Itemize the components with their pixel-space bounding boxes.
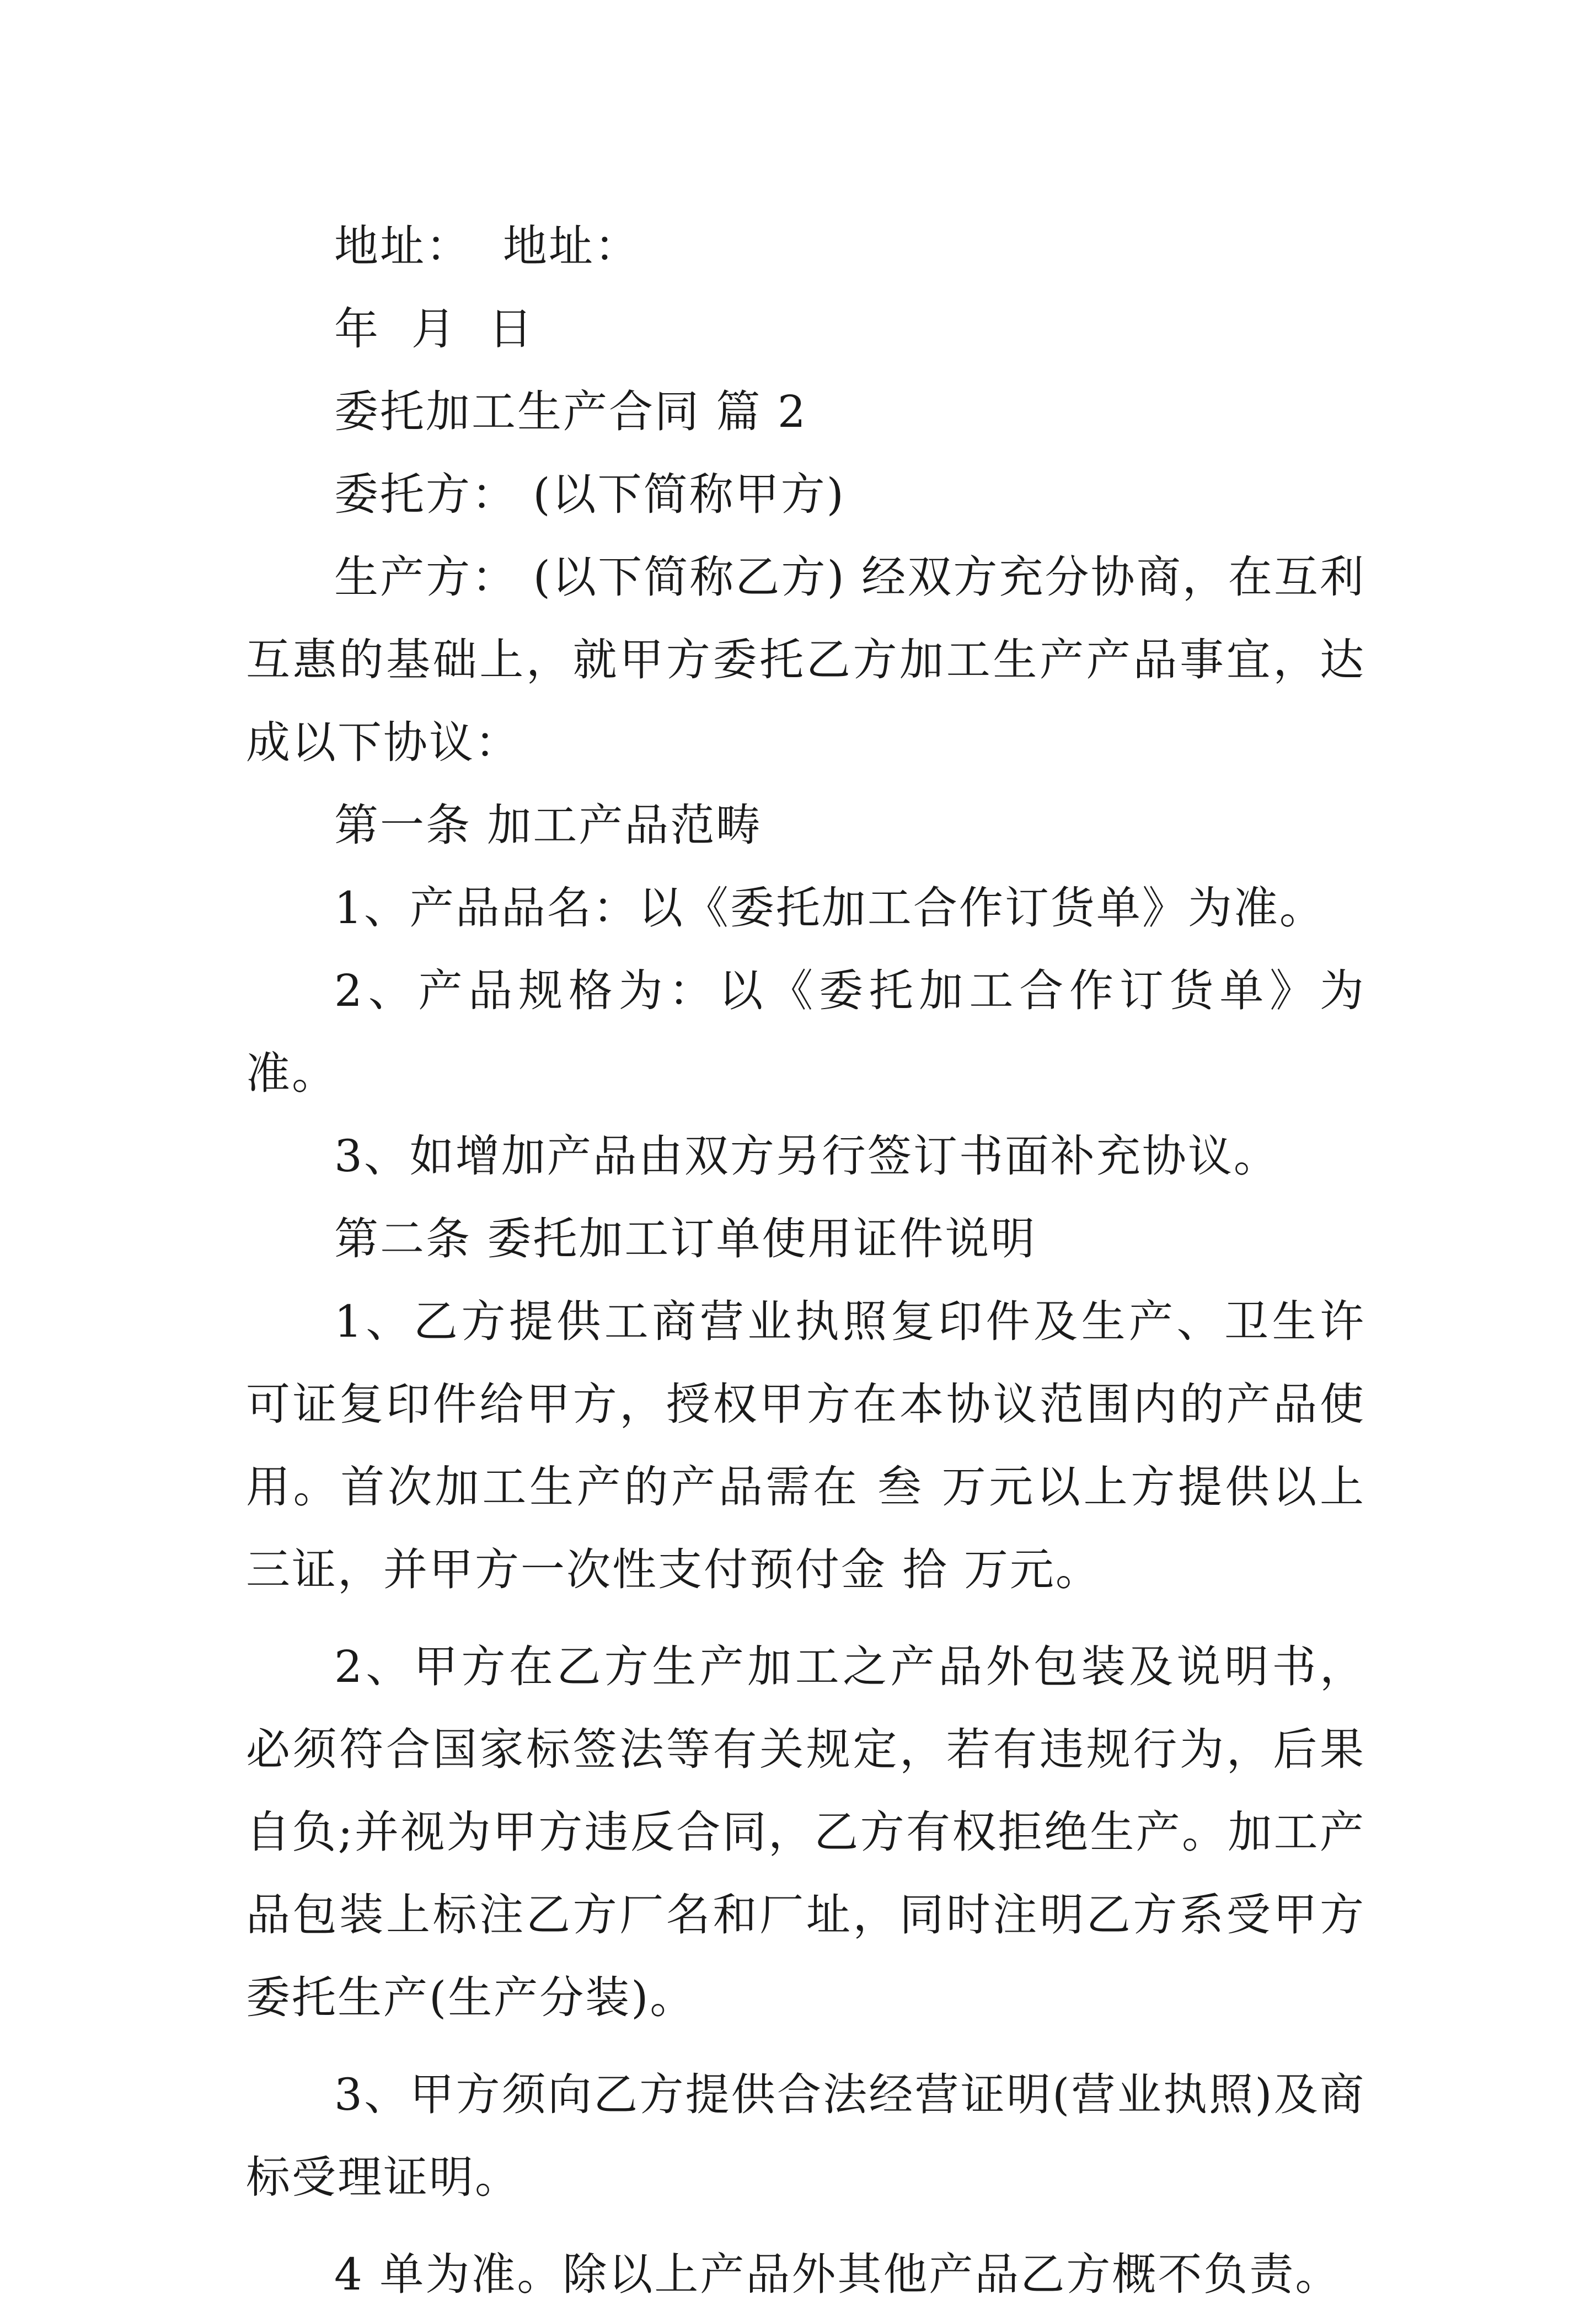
client-party-line: 委托方： (以下简称甲方) [334,469,845,520]
article-1-item-3: 3、如增加产品由双方另行签订书面补充协议。 [334,1130,1279,1182]
article-1-item-1: 1、产品品名：以《委托加工合作订货单》为准。 [334,882,1325,934]
article-2-heading: 第二条 委托加工订单使用证件说明 [334,1213,1037,1264]
date-line: 年 月 日 [334,303,534,355]
article-1-item-2: 2、产品规格为：以《委托加工合作订货单》为准。 [246,965,1365,1099]
article-2-item-1: 1、乙方提供工商营业执照复印件及生产、卫生许可证复印件给甲方，授权甲方在本协议范围内的产品使用。首次加工生产的产品需在 叁 万元以上方提供以上三证，并甲方一次性支付预付金 拾 万元。 [246,1296,1365,1595]
address-line: 地址： 地址： [334,221,640,272]
article-2-item-2: 2、甲方在乙方生产加工之产品外包装及说明书，必须符合国家标签法等有关规定，若有违规行为，后果自负;并视为甲方违反合同，乙方有权拒绝生产。加工产品包装上标注乙方厂名和厂址，同时注明乙方系受甲方委托生产(生产分装)。 [246,1641,1365,2023]
contract-title: 委托加工生产合同 篇 2 [334,386,807,437]
producer-party-paragraph: 生产方： (以下简称乙方) 经双方充分协商，在互利互惠的基础上，就甲方委托乙方加工生产产品事宜，达成以下协议： [246,551,1365,768]
contract-body [246,205,1365,2316]
article-2-item-4: 4 单为准。除以上产品外其他产品乙方概不负责。 [334,2249,1341,2300]
article-1-heading: 第一条 加工产品范畴 [334,800,762,851]
article-2-item-3: 3、甲方须向乙方提供合法经营证明(营业执照)及商标受理证明。 [246,2069,1365,2203]
